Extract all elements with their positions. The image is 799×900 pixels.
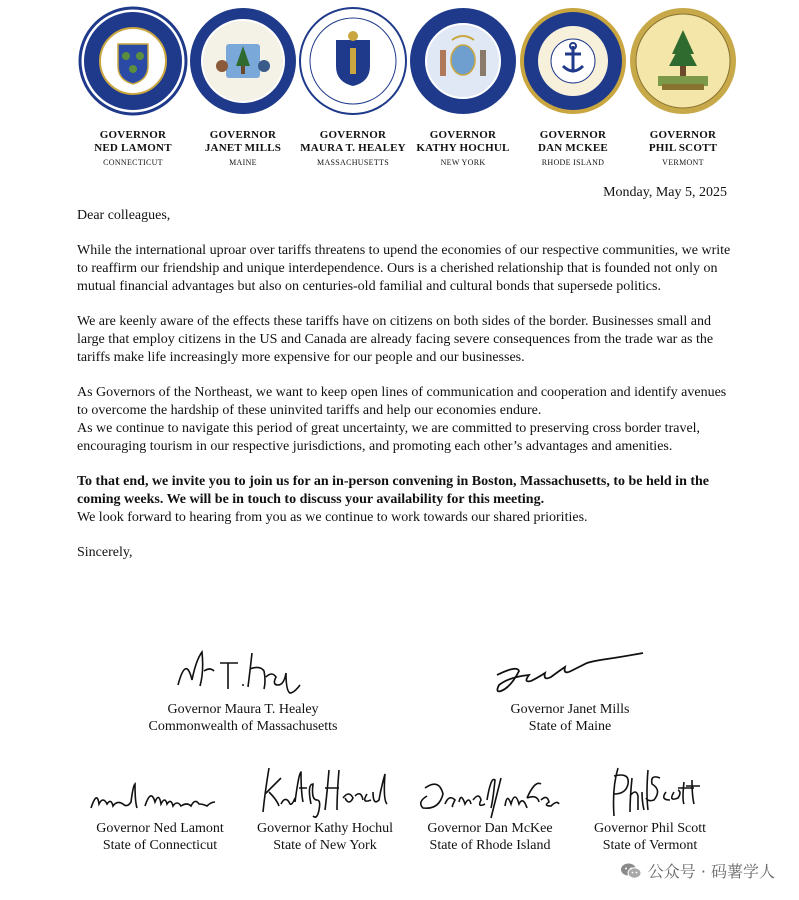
signature-name: Governor Maura T. Healey — [167, 702, 319, 717]
signature-hochul-icon — [255, 764, 395, 820]
governor-state: RHODE ISLAND — [541, 158, 605, 167]
rhode-island-seal-icon — [518, 6, 628, 116]
wechat-icon — [620, 862, 642, 880]
signature-name: Governor Dan McKee — [427, 821, 553, 836]
signature-block — [75, 772, 245, 854]
governor-header — [298, 129, 408, 169]
governor-state: NEW YORK — [440, 158, 486, 167]
signature-name: Governor Ned Lamont — [96, 821, 224, 836]
signature-state: State of Connecticut — [102, 838, 218, 853]
signature-state: Commonwealth of Massachusetts — [148, 719, 338, 734]
signature-block — [118, 645, 368, 735]
paragraph: We look forward to hearing from you as we continue to work towards our shared priorities. — [77, 510, 588, 525]
governor-header — [78, 129, 188, 169]
governor-title: GOVERNOR — [319, 129, 387, 141]
connecticut-seal-icon — [78, 6, 188, 116]
signature-block — [415, 770, 565, 854]
governor-state: MASSACHUSETTS — [317, 158, 389, 167]
governor-header — [518, 129, 628, 169]
governor-name: JANET MILLS — [204, 142, 282, 154]
governor-name: KATHY HOCHUL — [416, 142, 510, 154]
signature-block — [245, 764, 405, 854]
watermark — [620, 859, 775, 882]
signature-mckee-icon — [415, 770, 565, 820]
signature-block — [455, 645, 685, 735]
signature-healey-icon — [168, 645, 318, 701]
governor-header — [188, 129, 298, 169]
governor-title: GOVERNOR — [649, 129, 717, 141]
invitation-text: To that end, we invite you to join us for an in-person convening in Boston, Massachusetts, to be held in the coming weeks. We will be in touch to discuss your availability for this meeting. — [77, 474, 710, 507]
governor-state: VERMONT — [662, 158, 704, 167]
governor-title: GOVERNOR — [209, 129, 277, 141]
governor-header — [408, 129, 518, 169]
letter-date: Monday, May 5, 2025 — [603, 185, 727, 200]
letter-body — [77, 207, 737, 579]
signature-state: State of New York — [273, 838, 377, 853]
watermark-text: 公众号 · 码薯学人 — [647, 862, 775, 881]
signature-name: Governor Kathy Hochul — [256, 821, 394, 836]
maine-seal-icon — [188, 6, 298, 116]
signature-state: State of Maine — [528, 719, 612, 734]
signature-name: Governor Janet Mills — [510, 702, 630, 717]
paragraph: As Governors of the Northeast, we want to keep open lines of communication and cooperation and identify avenues to overcome the hardship of these uninvited tariffs and help our economies endure. — [77, 385, 727, 418]
salutation: Dear colleagues, — [77, 208, 171, 223]
vermont-seal-icon — [628, 6, 738, 116]
signature-lamont-icon — [85, 772, 235, 820]
governor-header — [628, 129, 738, 169]
massachusetts-seal-icon — [298, 6, 408, 116]
governor-title: GOVERNOR — [429, 129, 497, 141]
paragraph: While the international uproar over tariffs threatens to upend the economies of our respective communities, we write to reaffirm our friendship and unique interdependence. Ours is a cherished relationship that is founded not only on mutual financial advantages but also on centuries-old familial and cultural bonds that supersede politics. — [77, 243, 731, 294]
signature-state: State of Vermont — [602, 838, 698, 853]
governor-title: GOVERNOR — [99, 129, 167, 141]
signature-scott-icon — [590, 764, 710, 820]
seal-row — [78, 6, 738, 118]
signature-name: Governor Phil Scott — [594, 821, 706, 836]
signature-mills-icon — [485, 645, 655, 701]
paragraph: We are keenly aware of the effects these tariffs have on citizens on both sides of the border. Businesses small and large that employ citizens in the US and Canada are already facing severe consequences from the trade war as the tariffs make life increasingly more expensive for our people and our businesses. — [77, 314, 714, 365]
governor-name: NED LAMONT — [94, 142, 172, 154]
governor-name: DAN MCKEE — [538, 142, 608, 154]
governor-title: GOVERNOR — [539, 129, 607, 141]
new-york-seal-icon — [408, 6, 518, 116]
governor-state: CONNECTICUT — [103, 158, 163, 167]
signature-state: State of Rhode Island — [429, 838, 551, 853]
governor-name: PHIL SCOTT — [648, 142, 718, 154]
signature-block — [580, 764, 720, 854]
governor-header-row — [78, 129, 738, 171]
governor-name: MAURA T. HEALEY — [300, 142, 406, 154]
governor-state: MAINE — [229, 158, 257, 167]
paragraph: As we continue to navigate this period of great uncertainty, we are committed to preserving cross border travel, encouraging tourism in our respective jurisdictions, and promoting each other’s advantages and amenities. — [77, 421, 701, 454]
closing: Sincerely, — [77, 545, 133, 560]
paragraph-bold — [77, 473, 737, 509]
